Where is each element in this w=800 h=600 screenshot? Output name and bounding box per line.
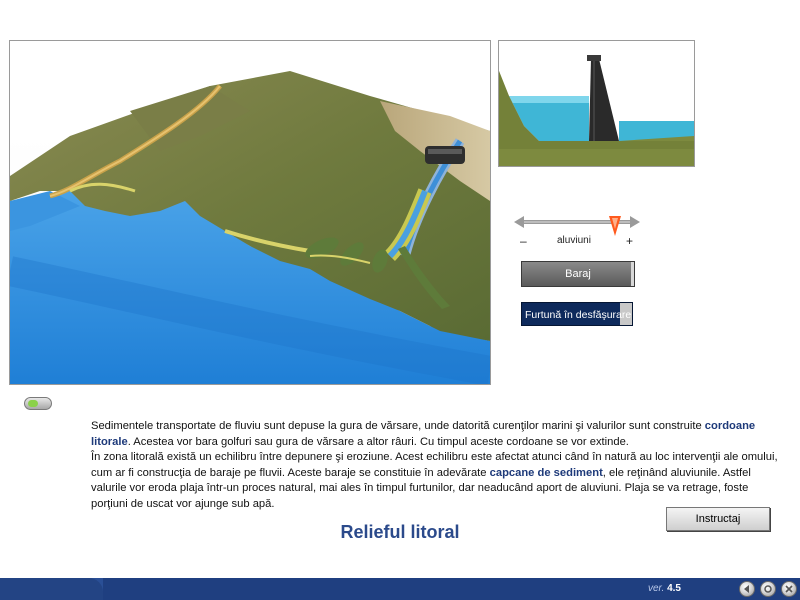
slider-track[interactable] (512, 214, 642, 230)
page-title: Relieful litoral (340, 522, 460, 542)
version-number: 4.5 (667, 583, 681, 594)
slider-thumb-icon[interactable] (608, 215, 622, 237)
description-text-2b: , ele reţinând aluviunile. Astfel valurile vor eroda plaja într-un proces natural, mai ales în timpul furtunilor, dar neaducând aport de aluviuni. Plaja se va retrage, foste porţiuni de uscat vor ajunge sub apă. (91, 466, 751, 510)
dam-button[interactable]: Baraj (521, 261, 635, 287)
description-paragraph-1 (91, 419, 781, 450)
dam-cross-section-view (498, 40, 695, 167)
slider-minus-label: – (520, 234, 527, 248)
footer-panel (103, 578, 800, 600)
help-icon[interactable] (760, 581, 776, 597)
description-text-1b: . Acestea vor bara golfuri sau gura de vărsare a altor râuri. Cu timpul aceste cordoane se vor extinde. (127, 435, 629, 448)
description-paragraph-2 (91, 450, 781, 512)
description-text (91, 419, 781, 512)
landscape-3d-view[interactable] (9, 40, 491, 385)
description-text-2a: În zona litorală există un echilibru între depunere şi eroziune. Acest echilibru este afectat atunci când în natură au loc intervenţii ale omului, cum ar fi construcţia de baraje pe fluvii. Aceste baraje se constituie în adevărate (91, 451, 778, 479)
coast-landscape-illustration (10, 41, 490, 384)
version-prefix: ver. (648, 583, 665, 594)
slider-plus-label: + (626, 234, 634, 248)
keyword-sediment-traps: capcane de sediment (489, 466, 603, 479)
dam-cross-section-illustration (499, 41, 694, 166)
back-arrow-icon[interactable] (739, 581, 755, 597)
description-text-1a: Sedimentele transportate de fluviu sunt depuse la gura de vărsare, unde datorită curenţilor marini şi valurilor sunt construite (91, 420, 705, 432)
keyword-coastal-bars: cordoane litorale (91, 420, 756, 448)
slider-label: aluviuni (557, 235, 591, 246)
play-toggle-icon[interactable] (24, 397, 52, 410)
instructions-button[interactable]: Instructaj (666, 507, 770, 531)
version-label (648, 583, 681, 594)
storm-button[interactable]: Furtună în desfăşurare (521, 302, 633, 326)
footer-shade (0, 578, 103, 600)
play-toggle-knob (28, 400, 38, 407)
footer-bar (0, 578, 800, 600)
alluvium-slider[interactable] (512, 214, 642, 250)
close-icon[interactable] (781, 581, 797, 597)
